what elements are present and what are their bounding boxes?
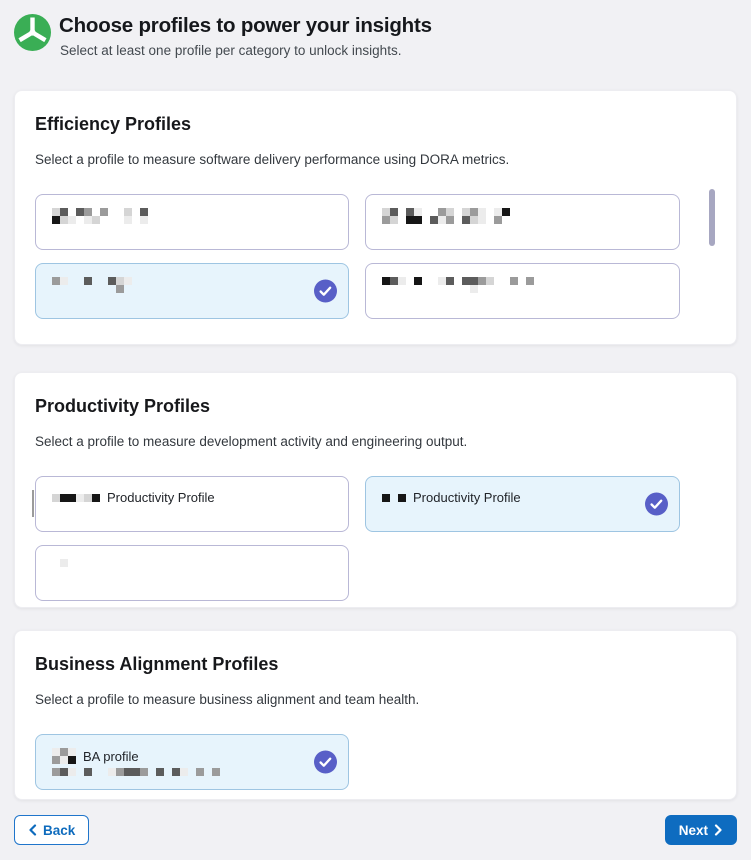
redacted-text-mosaic <box>52 494 100 502</box>
chevron-right-icon <box>714 824 723 836</box>
section-subtitle: Select a profile to measure business alignment and team health. <box>35 692 420 707</box>
section-title: Efficiency Profiles <box>35 114 192 134</box>
redacted-text-mosaic <box>382 494 406 502</box>
section-business-alignment-profiles <box>14 630 737 800</box>
section-title: Business Alignment Profiles <box>35 654 279 674</box>
profile-card-selected[interactable] <box>35 734 349 790</box>
chevron-left-icon <box>28 824 37 836</box>
app-logo-icon <box>14 14 51 51</box>
profile-card-label: Productivity Profile <box>413 490 521 505</box>
section-subtitle: Select a profile to measure development activity and engineering output. <box>35 434 468 449</box>
selected-check-icon <box>645 493 668 516</box>
redacted-text-mosaic <box>52 768 304 776</box>
back-button[interactable] <box>14 815 89 845</box>
selected-check-icon <box>314 280 337 303</box>
profile-card[interactable] <box>35 476 349 532</box>
redacted-text-mosaic <box>52 748 76 764</box>
profile-card[interactable] <box>35 545 349 601</box>
profile-card-grid <box>35 476 680 601</box>
redacted-text-mosaic <box>52 208 148 224</box>
vertical-scrollbar-thumb[interactable] <box>709 189 715 246</box>
profile-card-grid <box>35 194 680 319</box>
redacted-text-mosaic <box>52 277 132 293</box>
page-subtitle: Select at least one profile per category to unlock insights. <box>60 43 402 58</box>
profile-card-selected[interactable] <box>35 263 349 319</box>
wizard-footer <box>14 815 737 845</box>
profile-card[interactable] <box>35 194 349 250</box>
profile-card[interactable] <box>365 263 680 319</box>
next-button[interactable] <box>665 815 737 845</box>
page-title: Choose profiles to power your insights <box>59 14 432 37</box>
page-header <box>14 0 737 64</box>
redaction-artifact <box>32 490 34 517</box>
redacted-text-mosaic <box>52 559 68 567</box>
back-button-label: Back <box>43 822 76 838</box>
redacted-text-mosaic <box>382 277 534 293</box>
section-efficiency-profiles <box>14 90 737 345</box>
profile-card[interactable] <box>365 194 680 250</box>
selected-check-icon <box>314 751 337 774</box>
profile-card-grid <box>35 734 680 790</box>
section-subtitle: Select a profile to measure software delivery performance using DORA metrics. <box>35 152 510 167</box>
profile-card-label: BA profile <box>83 748 139 764</box>
section-productivity-profiles <box>14 372 737 608</box>
profile-card-label: Productivity Profile <box>107 490 215 505</box>
redacted-text-mosaic <box>382 208 510 224</box>
profile-card-selected[interactable] <box>365 476 680 532</box>
next-button-label: Next <box>678 822 708 838</box>
section-title: Productivity Profiles <box>35 396 211 416</box>
